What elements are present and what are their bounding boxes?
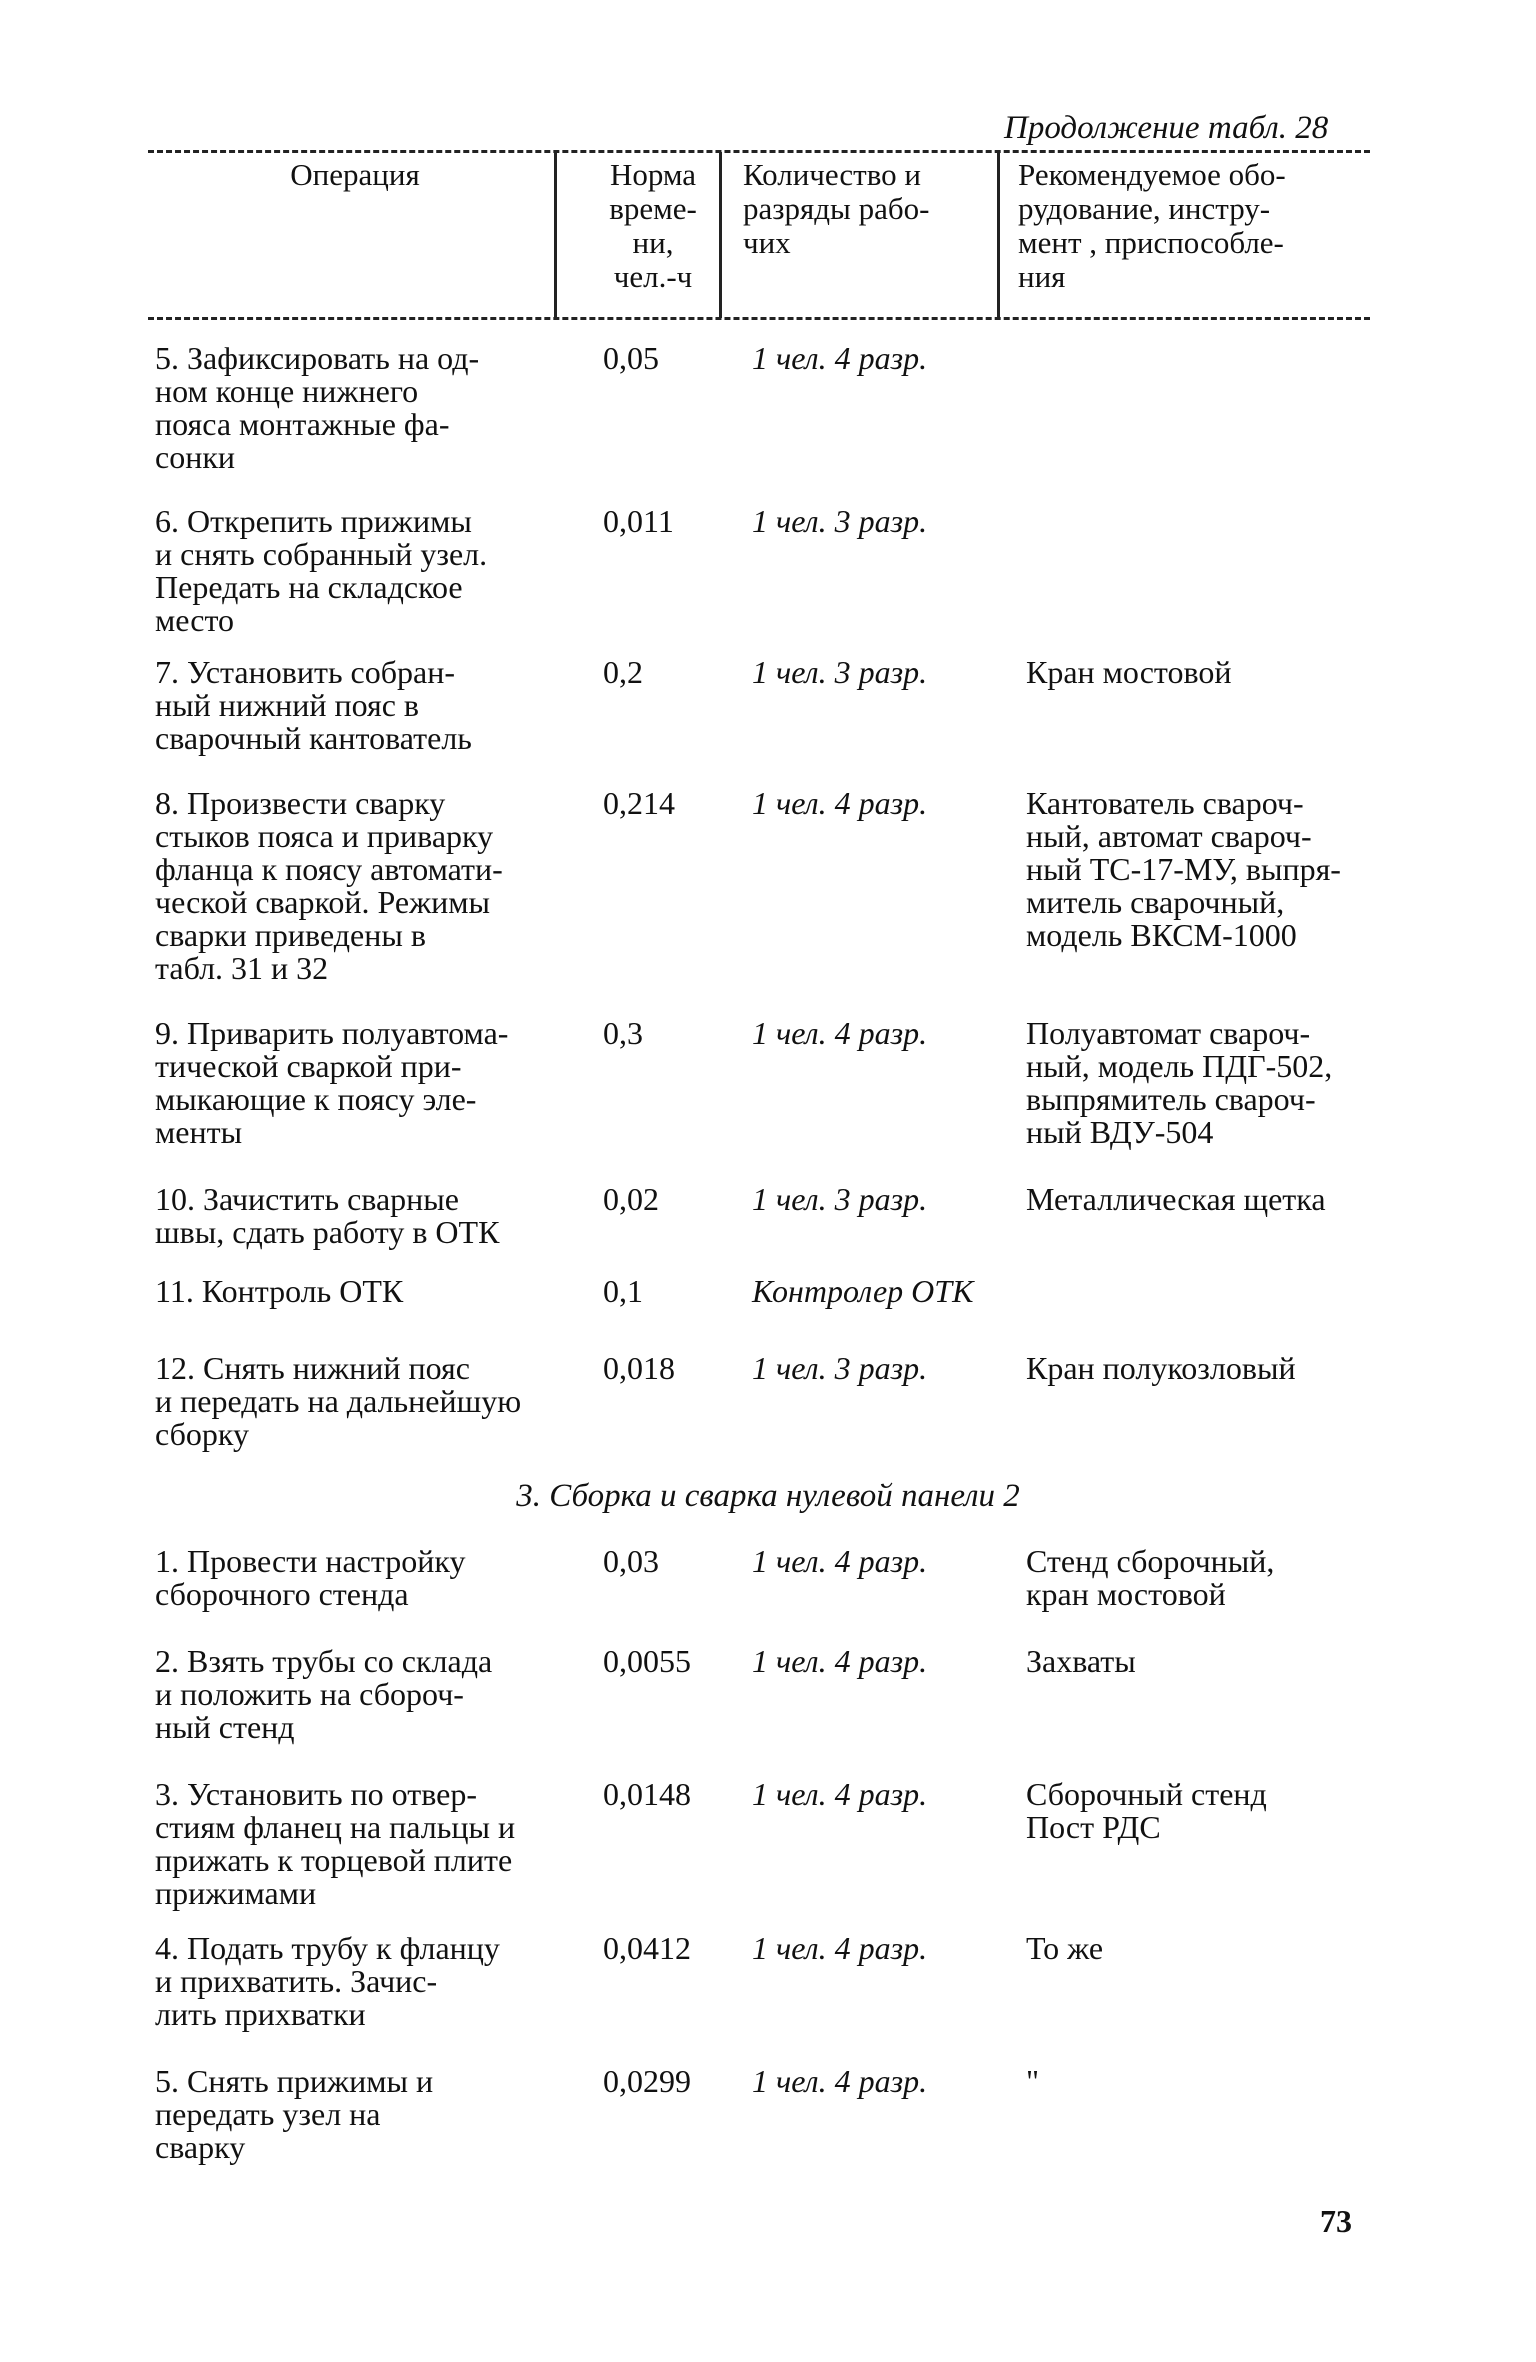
- panel-row-operation-line: и положить на сбороч-: [155, 1676, 464, 1712]
- panel-row-operation-line: сборочного стенда: [155, 1576, 409, 1612]
- row-operation-line: 5. Зафиксировать на од-: [155, 340, 480, 376]
- row-workers: [752, 1183, 1002, 1216]
- row-operation-line: сборку: [155, 1416, 249, 1452]
- row-equipment-line: Кран полукозловый: [1026, 1350, 1296, 1386]
- row-norm: [603, 1183, 733, 1216]
- row-norm-line: 0,214: [603, 785, 675, 821]
- panel-row-operation: [155, 1778, 565, 1910]
- panel-row-norm: [603, 1778, 733, 1811]
- panel-row-operation-line: лить прихватки: [155, 1996, 366, 2032]
- row-equipment: [1026, 1352, 1386, 1385]
- panel-row-norm-line: 0,0299: [603, 2063, 691, 2099]
- panel-row-workers-line: 1 чел. 4 разр.: [752, 1930, 928, 1966]
- panel-row-workers: [752, 1778, 1002, 1811]
- header-norm-line: Норма: [609, 157, 697, 192]
- row-equipment: [1026, 1017, 1386, 1149]
- row-operation-line: Передать на складское: [155, 569, 463, 605]
- panel-row-operation-line: 1. Провести настройку: [155, 1543, 466, 1579]
- header-bottom-rule: [148, 317, 1370, 320]
- panel-row-operation-line: 5. Снять прижимы и: [155, 2063, 434, 2099]
- row-operation-line: 11. Контроль ОТК: [155, 1273, 404, 1309]
- row-operation: [155, 505, 565, 637]
- row-operation-line: и передать на дальнейшую: [155, 1383, 522, 1419]
- panel-row-equipment-line: Пост РДС: [1026, 1809, 1161, 1845]
- header-norm-line: време-: [609, 191, 697, 226]
- row-workers: [752, 787, 1002, 820]
- row-workers: [752, 1352, 1002, 1385]
- row-operation-line: сварочный кантователь: [155, 720, 472, 756]
- row-operation-line: сонки: [155, 439, 235, 475]
- panel-row-operation-line: стиям фланец на пальцы и: [155, 1809, 516, 1845]
- header-equipment-line: ния: [1018, 259, 1066, 294]
- row-norm: [603, 656, 733, 689]
- row-operation-line: 10. Зачистить сварные: [155, 1181, 459, 1217]
- section-title: 3. Сборка и сварка нулевой панели 2: [516, 1478, 1020, 1514]
- panel-row-equipment: [1026, 1545, 1386, 1611]
- panel-row-operation-line: 4. Подать трубу к фланцу: [155, 1930, 500, 1966]
- row-operation: [155, 656, 565, 755]
- header-operation: [155, 158, 555, 192]
- row-operation-line: место: [155, 602, 235, 638]
- row-equipment: [1026, 656, 1386, 689]
- row-workers-line: 1 чел. 4 разр.: [752, 340, 928, 376]
- panel-row-operation-line: прижать к торцевой плите: [155, 1842, 513, 1878]
- panel-row-equipment-line: Стенд сборочный,: [1026, 1543, 1275, 1579]
- row-norm: [603, 505, 733, 538]
- header-equipment-line: мент , приспособле-: [1018, 225, 1284, 260]
- row-equipment: [1026, 787, 1386, 952]
- panel-row-operation-line: передать узел на: [155, 2096, 381, 2132]
- row-equipment: [1026, 1183, 1386, 1216]
- panel-row-equipment: [1026, 2065, 1386, 2098]
- header-workers-line: разряды рабо-: [743, 191, 930, 226]
- row-workers-line: 1 чел. 4 разр.: [752, 785, 928, 821]
- row-norm: [603, 1275, 733, 1308]
- row-equipment-line: Кран мостовой: [1026, 654, 1232, 690]
- row-operation: [155, 1352, 565, 1451]
- header-operation-line: Операция: [290, 157, 420, 192]
- row-operation-line: менты: [155, 1114, 243, 1150]
- header-equipment-line: Рекомендуемое обо-: [1018, 157, 1286, 192]
- row-operation: [155, 787, 565, 985]
- row-operation-line: пояса монтажные фа-: [155, 406, 450, 442]
- header-equipment-line: рудование, инстру-: [1018, 191, 1271, 226]
- panel-row-norm-line: 0,0055: [603, 1643, 691, 1679]
- row-operation-line: ный нижний пояс в: [155, 687, 420, 723]
- row-workers-line: 1 чел. 3 разр.: [752, 1350, 928, 1386]
- row-norm: [603, 1352, 733, 1385]
- header-divider-2: [719, 152, 722, 318]
- panel-row-equipment: [1026, 1645, 1386, 1678]
- row-norm-line: 0,3: [603, 1015, 643, 1051]
- row-operation-line: 8. Произвести сварку: [155, 785, 446, 821]
- panel-row-operation-line: сварку: [155, 2129, 246, 2165]
- panel-row-norm: [603, 2065, 733, 2098]
- row-operation-line: 6. Открепить прижимы: [155, 503, 472, 539]
- row-equipment-line: модель ВКСМ-1000: [1026, 917, 1297, 953]
- row-equipment-line: Металлическая щетка: [1026, 1181, 1326, 1217]
- panel-row-workers: [752, 2065, 1002, 2098]
- row-norm: [603, 342, 733, 375]
- panel-row-norm: [603, 1545, 733, 1578]
- row-equipment-line: ный ВДУ-504: [1026, 1114, 1214, 1150]
- header-norm-line: чел.-ч: [613, 259, 693, 294]
- panel-row-equipment-line: ": [1026, 2063, 1040, 2099]
- panel-row-equipment: [1026, 1778, 1386, 1844]
- panel-row-norm-line: 0,0148: [603, 1776, 691, 1812]
- row-operation-line: ном конце нижнего: [155, 373, 419, 409]
- panel-row-equipment-line: кран мостовой: [1026, 1576, 1226, 1612]
- panel-row-operation-line: 2. Взять трубы со склада: [155, 1643, 493, 1679]
- panel-row-operation: [155, 1645, 565, 1744]
- header-norm: [596, 158, 710, 294]
- panel-row-equipment-line: То же: [1026, 1930, 1104, 1966]
- row-workers-line: 1 чел. 3 разр.: [752, 503, 928, 539]
- row-workers: [752, 342, 1002, 375]
- row-norm-line: 0,011: [603, 503, 674, 539]
- row-equipment-line: Полуавтомат свароч-: [1026, 1015, 1311, 1051]
- row-equipment-line: митель сварочный,: [1026, 884, 1285, 920]
- panel-row-workers-line: 1 чел. 4 разр.: [752, 2063, 928, 2099]
- panel-row-norm: [603, 1932, 733, 1965]
- row-operation: [155, 1017, 565, 1149]
- panel-row-workers: [752, 1932, 1002, 1965]
- row-operation: [155, 342, 565, 474]
- row-operation: [155, 1275, 565, 1308]
- row-norm: [603, 787, 733, 820]
- row-workers: [752, 656, 1002, 689]
- row-operation-line: 12. Снять нижний пояс: [155, 1350, 470, 1386]
- row-workers-line: 1 чел. 3 разр.: [752, 1181, 928, 1217]
- row-operation-line: 7. Установить собран-: [155, 654, 455, 690]
- panel-row-operation-line: и прихватить. Зачис-: [155, 1963, 438, 1999]
- panel-row-norm-line: 0,03: [603, 1543, 659, 1579]
- row-norm-line: 0,2: [603, 654, 643, 690]
- panel-row-workers-line: 1 чел. 4 разр.: [752, 1643, 928, 1679]
- row-operation-line: сварки приведены в: [155, 917, 426, 953]
- panel-row-operation-line: ный стенд: [155, 1709, 295, 1745]
- row-equipment-line: выпрямитель свароч-: [1026, 1081, 1316, 1117]
- panel-row-norm: [603, 1645, 733, 1678]
- page-number: 73: [1320, 2203, 1352, 2239]
- header-workers-line: чих: [743, 225, 791, 260]
- row-workers-line: 1 чел. 3 разр.: [752, 654, 928, 690]
- panel-row-operation: [155, 1545, 565, 1611]
- panel-row-norm-line: 0,0412: [603, 1930, 691, 1966]
- panel-row-operation-line: 3. Установить по отвер-: [155, 1776, 477, 1812]
- header-top-rule: [148, 150, 1370, 153]
- header-workers: [743, 158, 993, 260]
- row-operation-line: 9. Приварить полуавтома-: [155, 1015, 509, 1051]
- panel-row-workers-line: 1 чел. 4 разр.: [752, 1543, 928, 1579]
- row-operation-line: табл. 31 и 32: [155, 950, 329, 986]
- row-operation-line: швы, сдать работу в ОТК: [155, 1214, 500, 1250]
- row-operation: [155, 1183, 565, 1249]
- row-operation-line: ческой сваркой. Режимы: [155, 884, 491, 920]
- row-norm-line: 0,02: [603, 1181, 659, 1217]
- row-equipment-line: ный, автомат свароч-: [1026, 818, 1312, 854]
- row-operation-line: мыкающие к поясу эле-: [155, 1081, 477, 1117]
- row-workers: [752, 1017, 1002, 1050]
- row-workers: [752, 505, 1002, 538]
- panel-row-operation: [155, 2065, 565, 2164]
- panel-row-operation-line: прижимами: [155, 1875, 317, 1911]
- panel-row-equipment-line: Захваты: [1026, 1643, 1136, 1679]
- header-norm-line: ни,: [632, 225, 674, 260]
- header-equipment: [1018, 158, 1368, 294]
- row-workers-line: 1 чел. 4 разр.: [752, 1015, 928, 1051]
- panel-row-workers-line: 1 чел. 4 разр.: [752, 1776, 928, 1812]
- header-divider-3: [997, 152, 1000, 318]
- panel-row-operation: [155, 1932, 565, 2031]
- row-norm-line: 0,1: [603, 1273, 643, 1309]
- row-workers-line: Контролер ОТК: [752, 1273, 974, 1309]
- header-workers-line: Количество и: [743, 157, 921, 192]
- row-equipment-line: Кантователь свароч-: [1026, 785, 1304, 821]
- panel-row-workers: [752, 1645, 1002, 1678]
- row-norm: [603, 1017, 733, 1050]
- panel-row-equipment: [1026, 1932, 1386, 1965]
- row-operation-line: фланца к поясу автомати-: [155, 851, 503, 887]
- row-workers: [752, 1275, 1002, 1308]
- row-operation-line: тической сваркой при-: [155, 1048, 462, 1084]
- row-norm-line: 0,05: [603, 340, 659, 376]
- row-operation-line: стыков пояса и приварку: [155, 818, 494, 854]
- row-equipment-line: ный, модель ПДГ-502,: [1026, 1048, 1333, 1084]
- continuation-caption: Продолжение табл. 28: [1004, 110, 1329, 146]
- row-norm-line: 0,018: [603, 1350, 675, 1386]
- row-operation-line: и снять собранный узел.: [155, 536, 488, 572]
- panel-row-equipment-line: Сборочный стенд: [1026, 1776, 1267, 1812]
- row-equipment-line: ный ТС-17-МУ, выпря-: [1026, 851, 1341, 887]
- panel-row-workers: [752, 1545, 1002, 1578]
